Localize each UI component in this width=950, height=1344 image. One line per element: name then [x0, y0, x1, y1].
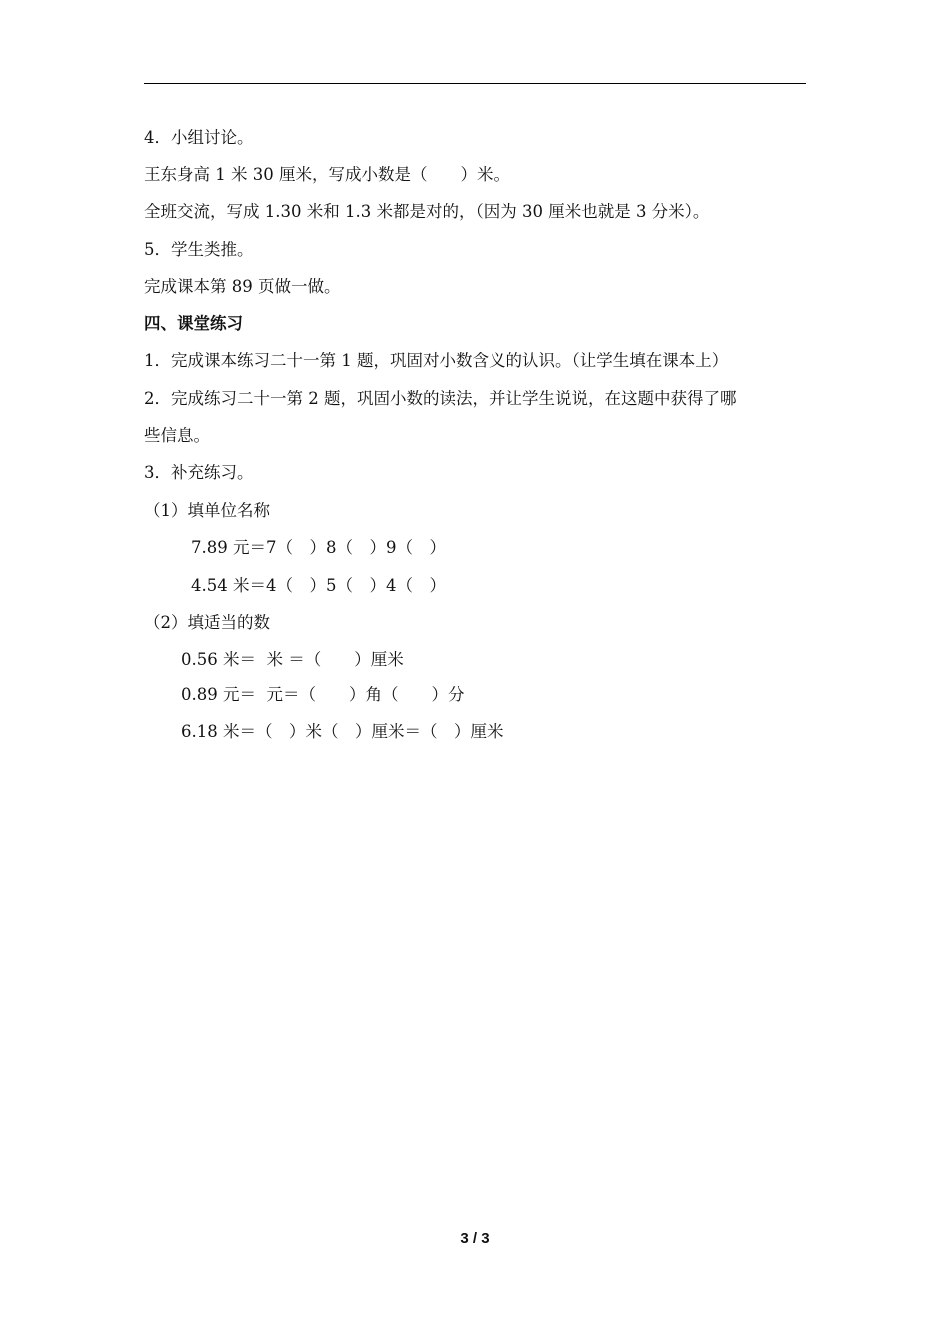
step-4-discussion: 全班交流，写成 1.30 米和 1.3 米都是对的，（因为 30 厘米也就是 3 分米）。 — [144, 202, 710, 221]
exercise-1-heading: （1）填单位名称 — [144, 501, 270, 520]
exercise-2-line-2: 0.89 元＝ 元＝（ ）角（ ）分 — [181, 685, 465, 704]
step-5-task: 完成课本第 89 页做一做。 — [144, 277, 341, 296]
exercise-2-heading: （2）填适当的数 — [144, 613, 270, 632]
exercise-2-line-3: 6.18 米＝（ ）米（ ）厘米＝（ ）厘米 — [181, 722, 504, 741]
header-rule — [144, 83, 806, 84]
exercise-1-line-2: 4.54 米＝4（ ）5（ ）4（ ） — [191, 576, 446, 595]
step-4-question: 王东身高 1 米 30 厘米，写成小数是（ ）米。 — [144, 165, 510, 184]
section-heading-practice: 四、课堂练习 — [144, 314, 243, 333]
exercise-2-line-1: 0.56 米＝ 米 ＝（ ）厘米 — [181, 650, 404, 669]
practice-item-1: 1．完成课本练习二十一第 1 题，巩固对小数含义的认识。（让学生填在课本上） — [144, 351, 729, 370]
step-5-heading: 5．学生类推。 — [144, 240, 254, 259]
practice-item-2: 2．完成练习二十一第 2 题，巩固小数的读法，并让学生说说，在这题中获得了哪 — [144, 389, 737, 408]
step-4-heading: 4．小组讨论。 — [144, 128, 254, 147]
practice-item-2-continued: 些信息。 — [144, 426, 210, 445]
exercise-1-line-1: 7.89 元＝7（ ）8（ ）9（ ） — [191, 538, 446, 557]
practice-item-3: 3．补充练习。 — [144, 463, 254, 482]
page-number: 3 / 3 — [460, 1230, 490, 1247]
